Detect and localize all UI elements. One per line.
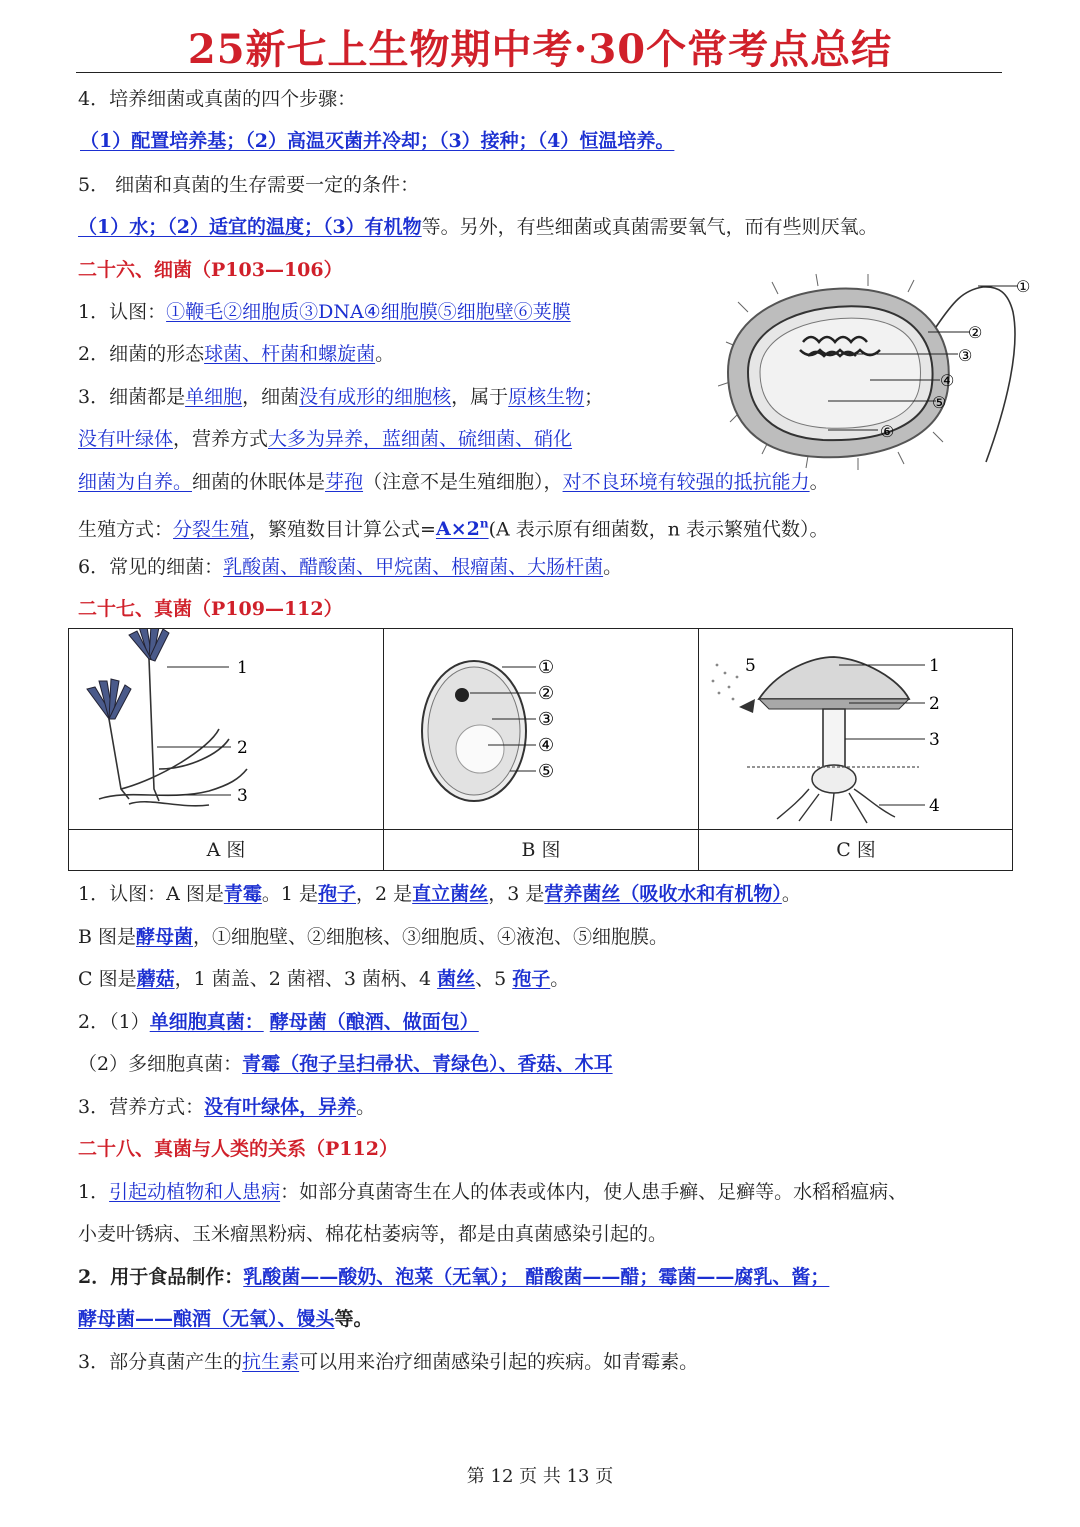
page-title: 25新七上生物期中考·30个常考点总结 <box>187 26 893 73</box>
answer-text: 单细胞 <box>185 386 243 408</box>
bacteria-diagram <box>718 272 1038 470</box>
answer-text: 没有叶绿体，异养 <box>204 1096 357 1118</box>
fungi-item-1 <box>78 881 801 907</box>
answer-text: 乳酸菌——酸奶、泡菜（无氧）； 醋酸菌——醋；霉菌——腐乳、酱； <box>243 1266 830 1288</box>
caption-a: A 图 <box>69 830 384 871</box>
plain-text: ：如部分真菌寄生在人的体表或体内，使人患手癣、足癣等。水稻稻瘟病、 <box>280 1181 908 1203</box>
section-28-heading: 二十八、真菌与人类的关系（P112） <box>78 1138 398 1160</box>
plain-text: 。 <box>603 556 623 578</box>
plain-text: ，繁殖数目计算公式= <box>249 518 436 541</box>
answer-text: 大多为异养，蓝细菌、硫细菌、硝化 <box>268 428 573 450</box>
fig-c-label-3: 3 <box>929 730 940 750</box>
fungi-item-2 <box>78 1009 479 1035</box>
plain-text: 等。 <box>334 1308 373 1330</box>
formula-exponent: n <box>479 517 489 531</box>
relation-item-3 <box>78 1349 698 1375</box>
plain-text: ，营养方式 <box>173 428 269 450</box>
plain-text: 3．细菌都是 <box>78 386 186 408</box>
bacteria-label-6: ⑥ <box>880 422 895 441</box>
fig-c-label-4: 4 <box>929 796 940 816</box>
answer-text: 青霉 <box>223 883 262 905</box>
fig-b-label-5: ⑤ <box>538 761 555 782</box>
plain-text: 。 <box>550 968 570 990</box>
fig-a-label-1: 1 <box>237 658 248 678</box>
plain-text: 。 <box>356 1096 376 1118</box>
plain-text: ，①细胞壁、②细胞核、③细胞质、④液泡、⑤细胞膜。 <box>193 926 669 948</box>
bacteria-label-2: ② <box>968 323 983 342</box>
answer-text: 对不良环境有较强的抵抗能力 <box>562 471 810 493</box>
fungi-item-1-c <box>78 966 569 992</box>
bacteria-item-1 <box>78 299 571 325</box>
fungi-item-1-b <box>78 924 668 950</box>
answer-text: 直立菌丝 <box>412 883 489 905</box>
answer-text: 乳酸菌、醋酸菌、甲烷菌、根瘤菌、大肠杆菌 <box>223 556 604 578</box>
plain-text: 。 <box>781 883 801 905</box>
answer-text: （1）水；（2）适宜的温度；（3）有机物 <box>78 216 422 238</box>
plain-text: 2．细菌的形态 <box>78 343 205 365</box>
answer-text: 抗生素 <box>242 1351 300 1373</box>
plain-text: （2）多细胞真菌： <box>78 1053 243 1075</box>
answer-text: 孢子 <box>318 883 357 905</box>
bacteria-item-3-cont <box>78 426 572 452</box>
plain-text: 6．常见的细菌： <box>78 556 224 578</box>
figure-b-cell <box>384 629 699 829</box>
item-4-answer <box>80 128 674 154</box>
bacteria-label-4: ④ <box>940 371 955 390</box>
fig-c-label-5: 5 <box>745 656 756 676</box>
plain-text: ； <box>584 386 604 408</box>
mushroom-diagram <box>699 629 1011 827</box>
relation-item-2-b <box>78 1306 373 1332</box>
section-26-heading: 二十六、细菌（P103—106） <box>78 259 343 281</box>
figure-caption-row <box>69 829 1012 871</box>
plain-text: 2．用于食品制作： <box>78 1266 244 1288</box>
answer-text: 青霉（孢子呈扫帚状、青绿色）、香菇、木耳 <box>242 1053 613 1075</box>
caption-b: B 图 <box>384 830 699 871</box>
fig-b-label-2: ② <box>538 683 555 704</box>
fig-b-label-3: ③ <box>538 709 555 730</box>
plain-text: C 图是 <box>78 968 137 990</box>
answer-text: 酵母菌（酿酒、做面包） <box>269 1011 479 1033</box>
plain-text: 3．营养方式： <box>78 1096 205 1118</box>
bacteria-label-3: ③ <box>958 346 973 365</box>
plain-text: ，细菌 <box>242 386 300 408</box>
figure-a-cell <box>69 629 384 829</box>
fig-c-label-2: 2 <box>929 694 940 714</box>
answer-text: 没有叶绿体 <box>78 428 174 450</box>
fig-b-label-4: ④ <box>538 735 555 756</box>
plain-text: 。1 是 <box>261 883 319 905</box>
bacteria-item-2 <box>78 341 394 367</box>
fungi-item-2-b <box>78 1051 613 1077</box>
fig-b-label-1: ① <box>538 657 555 678</box>
figure-c-cell <box>699 629 1013 829</box>
answer-text: 酵母菌 <box>136 926 194 948</box>
bacteria-label-1: ① <box>1016 277 1031 296</box>
formula-text: A×2 <box>435 518 480 541</box>
answer-text: 营养菌丝（吸收水和有机物） <box>544 883 782 905</box>
plain-text: 。 <box>375 343 395 365</box>
plain-text: B 图是 <box>78 926 137 948</box>
answer-text: 球菌、杆菌和螺旋菌 <box>204 343 376 365</box>
section-27-heading: 二十七、真菌（P109—112） <box>78 598 343 620</box>
plain-text: ，2 是 <box>356 883 413 905</box>
page-footer: 第 12 页 共 13 页 <box>466 1466 614 1487</box>
plain-text: 。 <box>809 471 829 493</box>
answer-text: 单细胞真菌： <box>149 1011 264 1033</box>
title-divider <box>76 72 1002 73</box>
relation-item-1-b: 小麦叶锈病、玉米瘤黑粉病、棉花枯萎病等，都是由真菌感染引起的。 <box>78 1223 668 1245</box>
bacteria-item-3 <box>78 384 603 410</box>
answer-text: 酵母菌——酿酒（无氧）、馒头 <box>78 1308 335 1330</box>
plain-text: 3．部分真菌产生的 <box>78 1351 243 1373</box>
answer-text: 细菌为自养。 <box>78 471 193 493</box>
answer-text: 引起动植物和人患病 <box>109 1181 281 1203</box>
bacteria-label-5: ⑤ <box>932 393 947 412</box>
relation-item-2 <box>78 1264 829 1290</box>
answer-text: 原核生物 <box>508 386 585 408</box>
fig-c-label-1: 1 <box>929 656 940 676</box>
item-4-label: 4．培养细菌或真菌的四个步骤： <box>78 88 357 110</box>
item-5-answer <box>78 214 878 240</box>
penicillium-diagram <box>69 629 382 827</box>
answer-text: ①鞭毛②细胞质③DNA④细胞膜⑤细胞壁⑥荚膜 <box>166 301 571 323</box>
plain-text: 细菌的休眠体是 <box>192 471 326 493</box>
fig-a-label-2: 2 <box>237 738 248 758</box>
answer-text: 没有成形的细胞核 <box>299 386 452 408</box>
plain-text: 等。另外，有些细菌或真菌需要氧气，而有些则厌氧。 <box>421 216 878 238</box>
plain-text: ，1 菌盖、2 菌褶、3 菌柄、4 <box>174 968 438 990</box>
answer-text: （1）配置培养基；（2）高温灭菌并冷却；（3）接种；（4）恒温培养。 <box>80 130 675 152</box>
plain-text: 1．认图：A 图是 <box>78 883 224 905</box>
answer-text: 孢子 <box>512 968 551 990</box>
bacteria-item-6 <box>78 554 622 580</box>
answer-text: 分裂生殖 <box>173 518 250 541</box>
plain-text: 可以用来治疗细菌感染引起的疾病。如青霉素。 <box>299 1351 699 1373</box>
plain-text: 2．（1） <box>78 1011 150 1033</box>
plain-text: ，3 是 <box>488 883 545 905</box>
plain-text: 1． <box>78 1181 110 1203</box>
plain-text: (A 表示原有细菌数，n 表示繁殖代数）。 <box>488 518 829 541</box>
caption-c: C 图 <box>836 839 876 861</box>
answer-text: 芽孢 <box>325 471 364 493</box>
fungi-item-3 <box>78 1094 375 1120</box>
plain-text: ，属于 <box>451 386 509 408</box>
fungi-figure-table <box>68 628 1013 871</box>
fig-a-label-3: 3 <box>237 786 248 806</box>
relation-item-1 <box>78 1179 907 1205</box>
plain-text: 、5 <box>475 968 513 990</box>
plain-text: 1．认图： <box>78 301 167 323</box>
item-5-label: 5． 细菌和真菌的生存需要一定的条件： <box>78 174 420 196</box>
plain-text: 生殖方式： <box>78 518 174 541</box>
bacteria-reproduction <box>78 511 829 542</box>
yeast-diagram <box>384 629 697 827</box>
bacteria-item-3-cont2 <box>78 469 829 495</box>
plain-text: （注意不是生殖细胞）， <box>363 471 563 493</box>
answer-text: 蘑菇 <box>136 968 175 990</box>
answer-text: 菌丝 <box>437 968 476 990</box>
